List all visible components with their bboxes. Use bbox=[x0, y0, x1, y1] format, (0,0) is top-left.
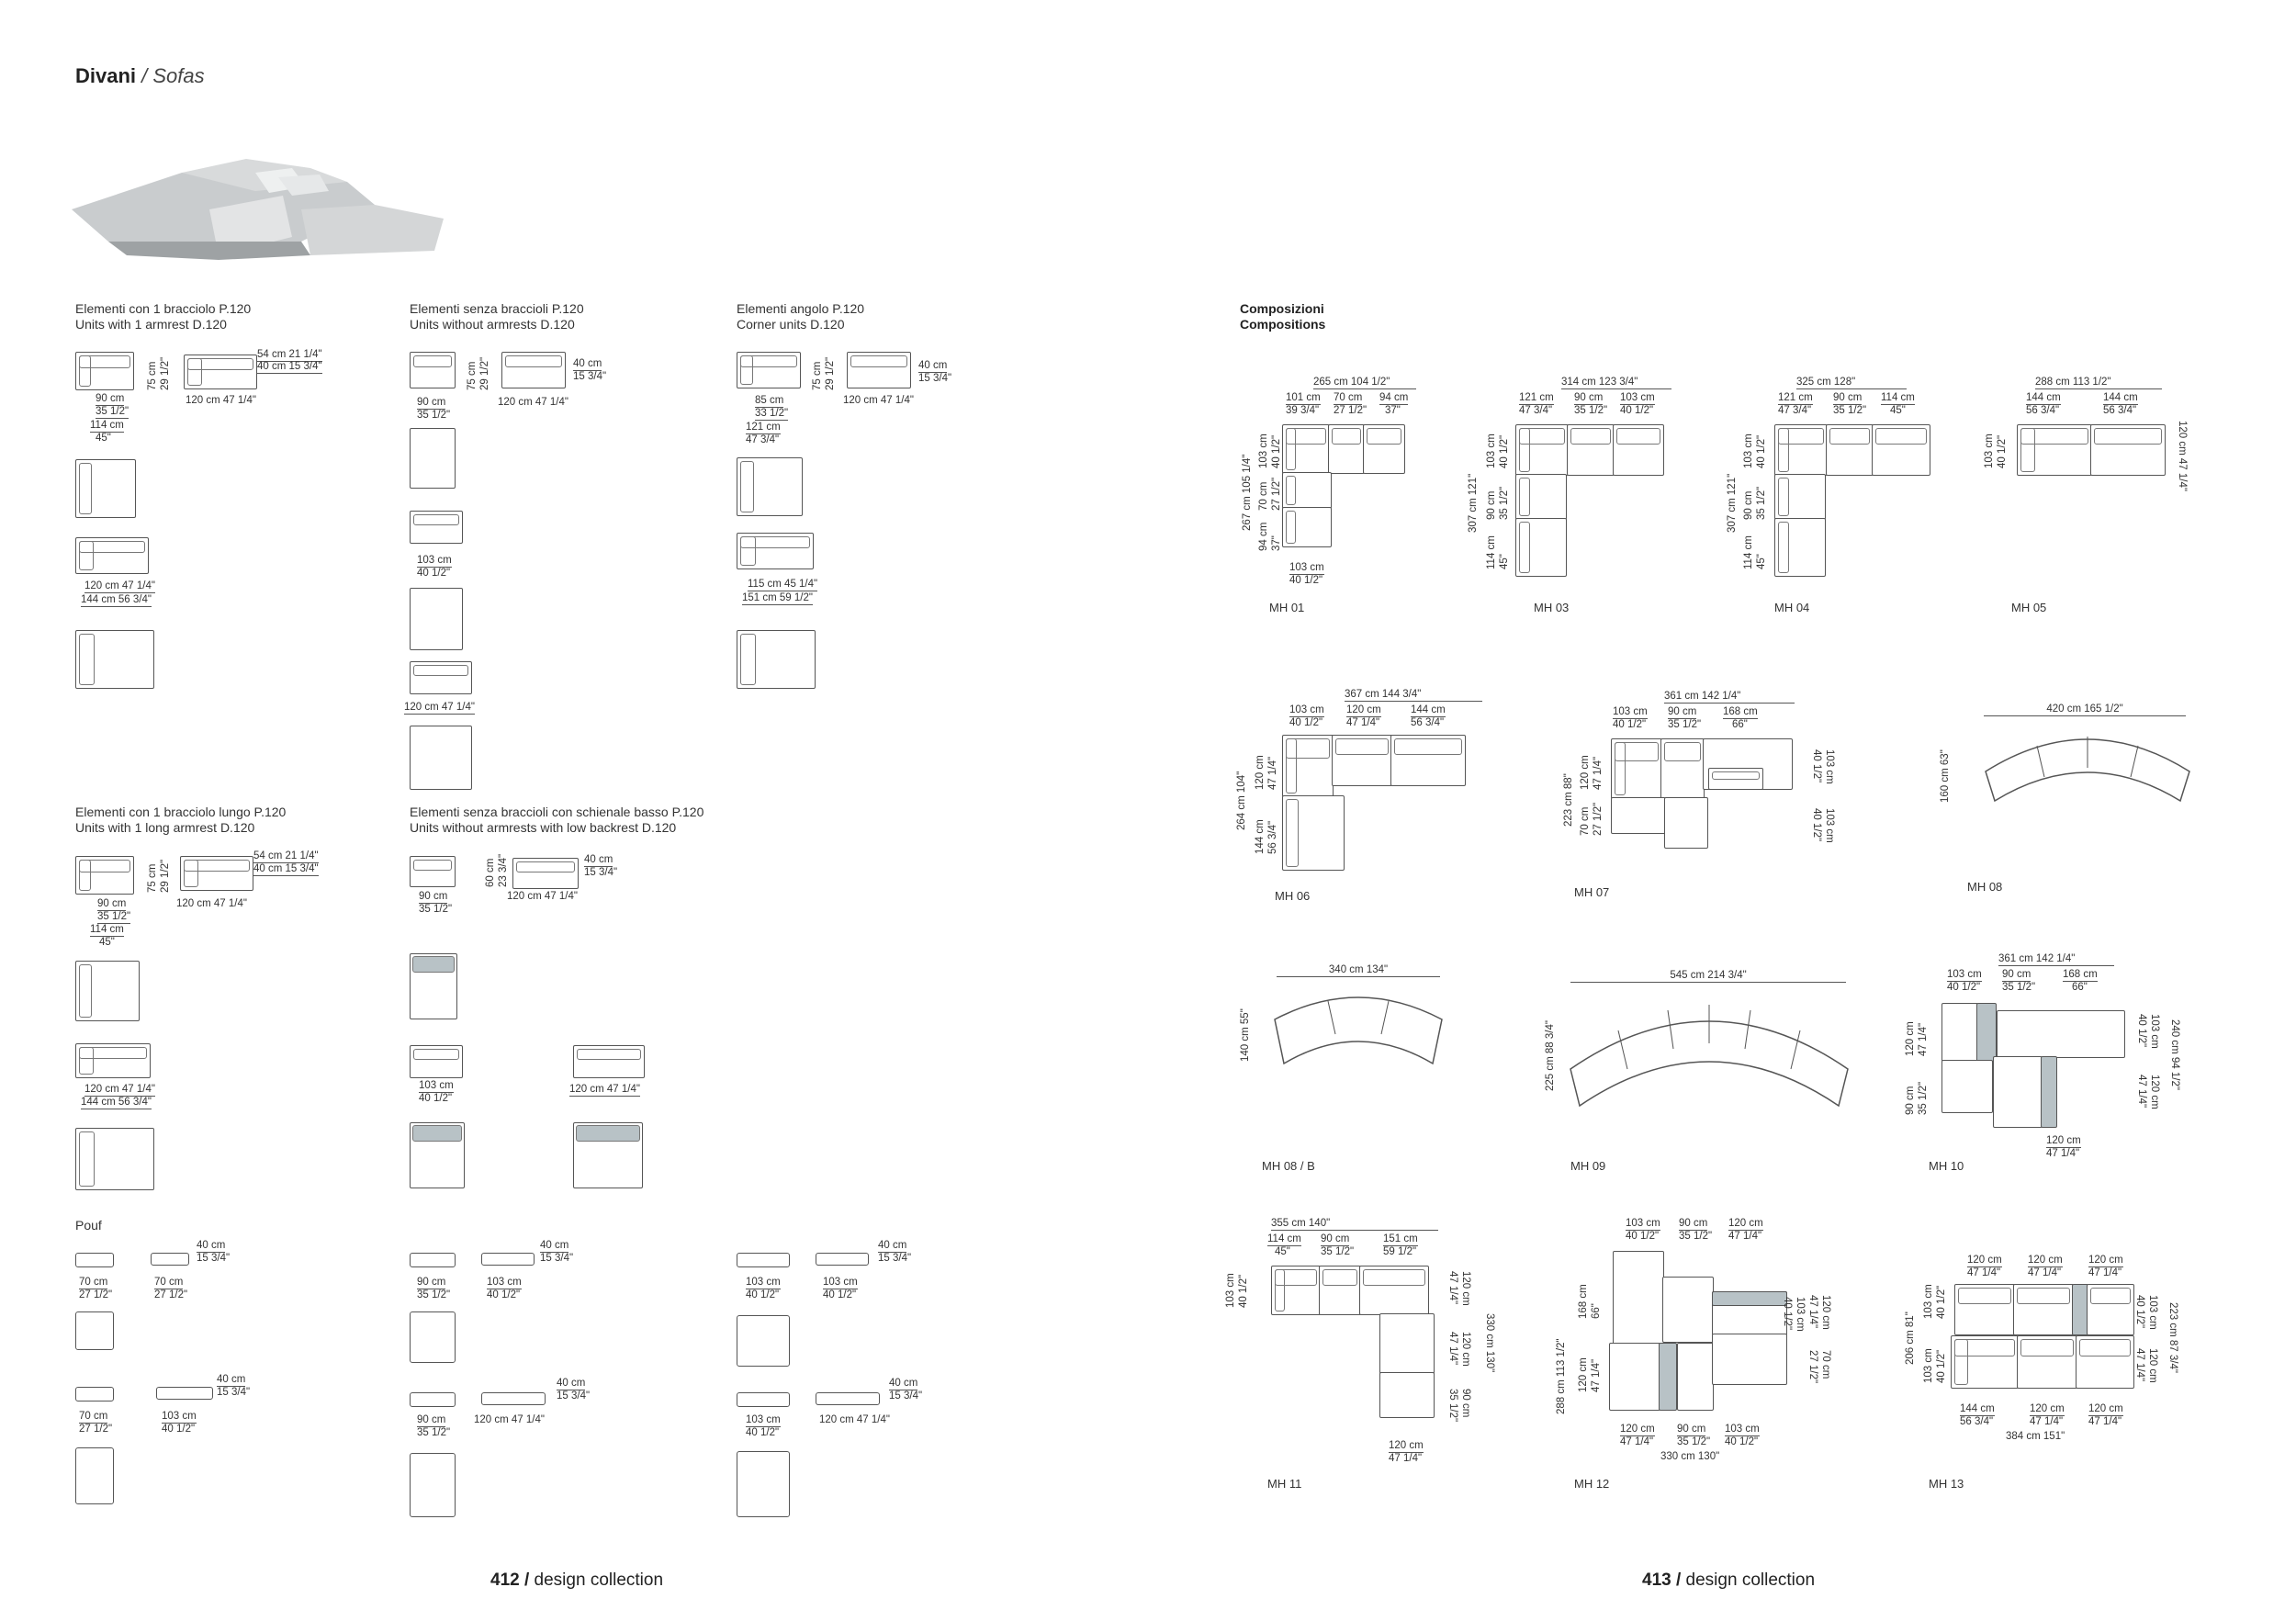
module-noarm-front bbox=[410, 352, 456, 388]
module-corner-plan-a bbox=[737, 457, 803, 516]
module-armrest-front bbox=[75, 352, 134, 390]
module-plan-a bbox=[75, 459, 136, 518]
module-noarm-front-c bbox=[410, 661, 472, 694]
pouf-120-side bbox=[481, 1392, 546, 1405]
pouf-90-front bbox=[410, 1253, 456, 1267]
curved-sofa-mh09 bbox=[1567, 992, 1851, 1120]
dim-height-in: 29 1/2" bbox=[160, 356, 171, 390]
compositions-heading: Composizioni Compositions bbox=[1240, 301, 1326, 332]
module-longarm-front-b bbox=[75, 1043, 151, 1078]
pouf-70x103-plan bbox=[75, 1447, 114, 1504]
dim-height: 75 cm bbox=[147, 361, 158, 390]
module-longarm-front bbox=[75, 856, 134, 895]
module-longarm-plan-b bbox=[75, 1128, 154, 1190]
module-longarm-side bbox=[180, 856, 253, 891]
module-lowback-front bbox=[410, 856, 456, 887]
module-armrest-side bbox=[184, 355, 257, 389]
footer-left-text: design collection bbox=[534, 1570, 664, 1590]
curved-sofa-mh08 bbox=[1982, 726, 2193, 808]
module-lowback-plan-b bbox=[410, 1122, 465, 1188]
module-noarm-plan-a bbox=[410, 428, 456, 489]
curved-sofa-mh08b bbox=[1271, 988, 1446, 1071]
module-corner-side bbox=[847, 352, 911, 388]
page-number-left: 412 / bbox=[490, 1570, 530, 1590]
title-bold: Divani bbox=[75, 64, 137, 87]
module-noarm-plan-c bbox=[410, 726, 472, 790]
module-lowback-plan-c bbox=[573, 1122, 643, 1188]
pouf-103-front bbox=[737, 1253, 790, 1267]
section-units-low-backrest: Elementi senza braccioli con schienale basso P.120 Units without armrests with low backrest D.120 bbox=[410, 805, 704, 835]
footer-left bbox=[490, 1570, 663, 1591]
module-corner-front-b bbox=[737, 533, 814, 569]
dim-arm-height: 54 cm 21 1/4" bbox=[257, 349, 322, 360]
module-front-b bbox=[75, 537, 149, 574]
module-lowback-side bbox=[512, 858, 579, 889]
module-plan-c bbox=[75, 630, 154, 689]
pouf-70-plan bbox=[75, 1311, 114, 1350]
dim-width: 90 cm bbox=[96, 393, 125, 404]
page-title bbox=[75, 64, 205, 88]
section-units-long-armrest: Elementi con 1 bracciolo lungo P.120 Units with 1 long armrest D.120 bbox=[75, 805, 287, 835]
section-units-1-armrest: Elementi con 1 bracciolo P.120 Units with 1 armrest D.120 bbox=[75, 301, 252, 332]
footer-right-text: design collection bbox=[1685, 1570, 1816, 1590]
dim-width-in: 35 1/2" bbox=[96, 406, 129, 417]
pouf-70-side bbox=[151, 1253, 189, 1266]
pouf-90x103-plan bbox=[410, 1311, 456, 1363]
pouf-103x120-front bbox=[737, 1392, 790, 1407]
pouf-103x120-plan bbox=[737, 1451, 790, 1517]
section-units-no-armrest: Elementi senza braccioli P.120 Units without armrests D.120 bbox=[410, 301, 584, 332]
section-corner-units: Elementi angolo P.120 Corner units D.120 bbox=[737, 301, 865, 332]
module-lowback-plan-a bbox=[410, 953, 457, 1019]
pouf-103x103-plan bbox=[737, 1315, 790, 1367]
module-noarm-plan-b bbox=[410, 588, 463, 650]
pouf-103-side-b bbox=[481, 1253, 535, 1266]
footer-right bbox=[1642, 1570, 1815, 1591]
dim-seat-height: 40 cm 15 3/4" bbox=[257, 361, 322, 372]
dim-width-b: 120 cm 47 1/4" bbox=[84, 580, 155, 591]
pouf-70-front bbox=[75, 1253, 114, 1267]
dim-width-c: 144 cm 56 3/4" bbox=[81, 594, 152, 605]
pouf-120-side-b bbox=[816, 1392, 880, 1405]
section-pouf: Pouf bbox=[75, 1218, 102, 1233]
module-longarm-plan-a bbox=[75, 961, 140, 1021]
sofa-photo bbox=[72, 154, 448, 265]
module-lowback-front-c bbox=[573, 1045, 645, 1078]
pouf-70x103-front bbox=[75, 1387, 114, 1401]
module-corner-front bbox=[737, 352, 801, 388]
pouf-103-side-c bbox=[816, 1253, 869, 1266]
title-italic: / Sofas bbox=[141, 64, 205, 87]
module-noarm-side bbox=[501, 352, 566, 388]
pouf-90x120-front bbox=[410, 1392, 456, 1407]
pouf-90x120-plan bbox=[410, 1453, 456, 1517]
dim-width-2: 114 cm bbox=[90, 420, 124, 431]
dim-depth: 120 cm 47 1/4" bbox=[186, 395, 256, 406]
pouf-103-side bbox=[156, 1387, 213, 1400]
page-number-right: 413 / bbox=[1642, 1570, 1682, 1590]
module-corner-plan-b bbox=[737, 630, 816, 689]
module-noarm-front-b bbox=[410, 511, 463, 544]
module-lowback-front-b bbox=[410, 1045, 463, 1078]
dim-width-2-in: 45" bbox=[96, 433, 111, 444]
